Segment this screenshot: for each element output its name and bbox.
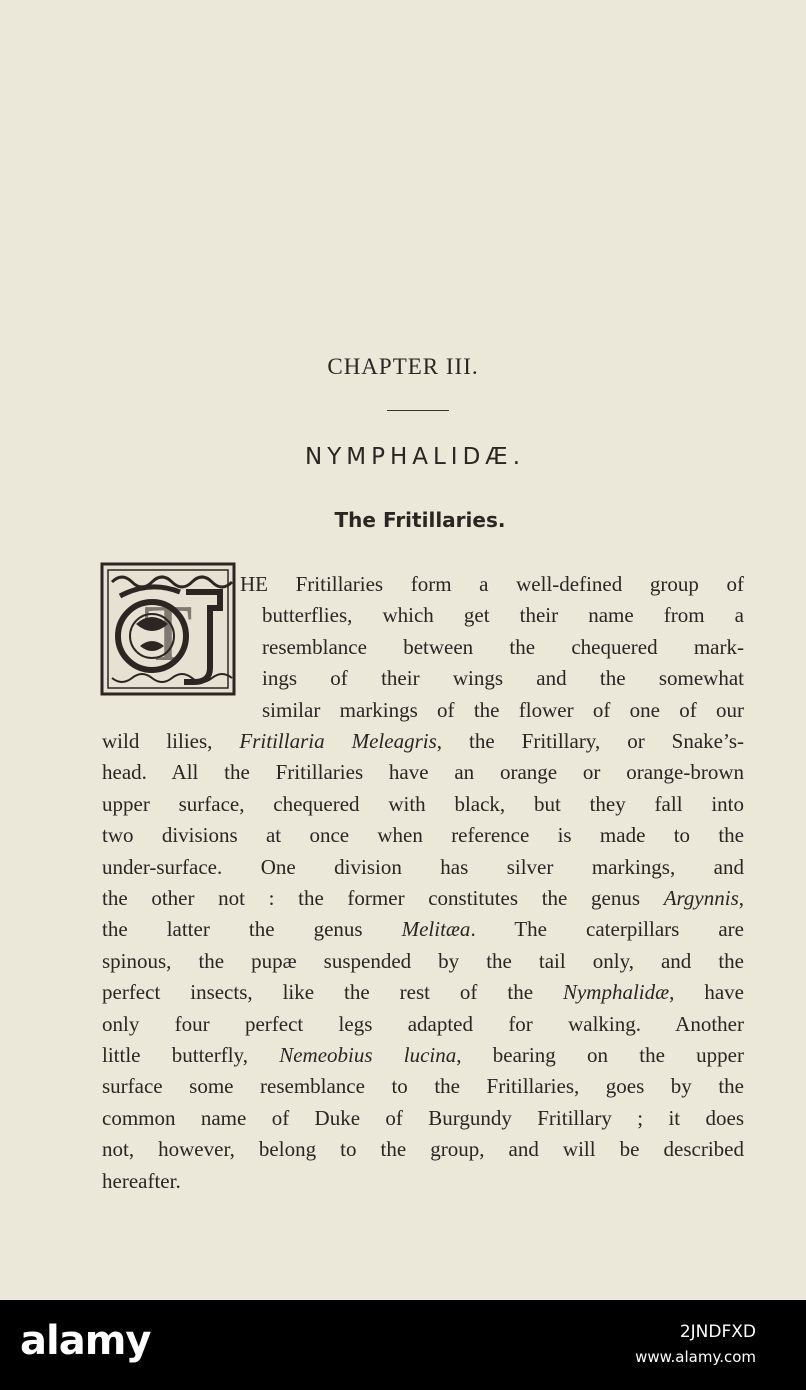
text-line (102, 1168, 744, 1194)
text-line (102, 979, 744, 1005)
watermark-url: www.alamy.com (635, 1348, 756, 1366)
text-line (102, 916, 744, 942)
text-run: wild lilies, (102, 729, 240, 753)
italic-name: Argynnis (663, 886, 739, 910)
text-run: butterflies, which get their name from a (262, 603, 744, 628)
text-run: . The caterpillars are (470, 917, 744, 942)
text-line (102, 822, 744, 848)
text-run: hereafter. (102, 1168, 181, 1193)
watermark-banner (0, 1300, 806, 1390)
watermark-image-id: 2JNDFXD (679, 1322, 756, 1342)
text-line (102, 885, 744, 911)
text-run: not, however, belong to the group, and will be described (102, 1137, 744, 1162)
chapter-heading: CHAPTER III. (327, 354, 479, 379)
text-run: little butterfly, (102, 1043, 280, 1067)
text-run: head. All the Fritillaries have an orange or orange-brown (102, 760, 744, 785)
text-line (102, 759, 744, 785)
text-line (240, 571, 744, 597)
text-run: surface some resemblance to the Fritillaries, goes by the (102, 1074, 744, 1099)
drop-cap-letter: T (143, 590, 193, 678)
text-line (102, 728, 744, 754)
text-run: spinous, the pupæ suspended by the tail only, and the (102, 948, 744, 973)
text-line (102, 1073, 744, 1099)
section-title: The Fritillaries. (334, 508, 506, 532)
text-line (262, 697, 744, 723)
text-line (102, 948, 744, 974)
text-line (102, 1042, 744, 1068)
text-run: , have (669, 980, 744, 1005)
text-line (262, 634, 744, 660)
family-heading: NYMPHALIDÆ. (304, 444, 526, 470)
text-run: only four perfect legs adapted for walking. Another (102, 1011, 744, 1036)
text-run: resemblance between the chequered mark- (262, 634, 744, 659)
italic-name: Nymphalidæ (562, 980, 670, 1005)
text-line (102, 1105, 744, 1131)
text-run: similar markings of the flower of one of our (262, 697, 744, 722)
italic-name: Melitæa (401, 917, 471, 942)
text-line (262, 665, 744, 691)
heading-rule (387, 410, 449, 411)
watermark-logo: alamy (20, 1318, 151, 1364)
text-run: ings of their wings and the somewhat (262, 666, 744, 691)
text-line (102, 854, 744, 880)
text-line (102, 1136, 744, 1162)
text-line (262, 602, 744, 628)
text-run: under-surface. One division has silver markings, and (102, 854, 744, 879)
text-run: upper surface, chequered with black, but they fall into (102, 791, 744, 816)
text-run: , (738, 886, 744, 910)
text-run: the other not : the former constitutes the genus (102, 886, 664, 910)
text-run: , the Fritillary, or Snake’s- (436, 729, 745, 753)
text-line (102, 1011, 744, 1037)
text-run: perfect insects, like the rest of the (102, 980, 563, 1005)
text-run: , bearing on the upper (456, 1043, 744, 1067)
ornamental-drop-cap (100, 562, 236, 696)
text-line (102, 791, 744, 817)
italic-name: Nemeobius lucina (279, 1043, 457, 1067)
text-run: the latter the genus (102, 917, 402, 942)
italic-name: Fritillaria Meleagris (239, 729, 437, 753)
text-run: common name of Duke of Burgundy Fritillary ; it does (102, 1105, 744, 1130)
text-run: HE Fritillaries form a well-defined group of (240, 572, 744, 596)
text-run: two divisions at once when reference is made to the (102, 823, 744, 848)
